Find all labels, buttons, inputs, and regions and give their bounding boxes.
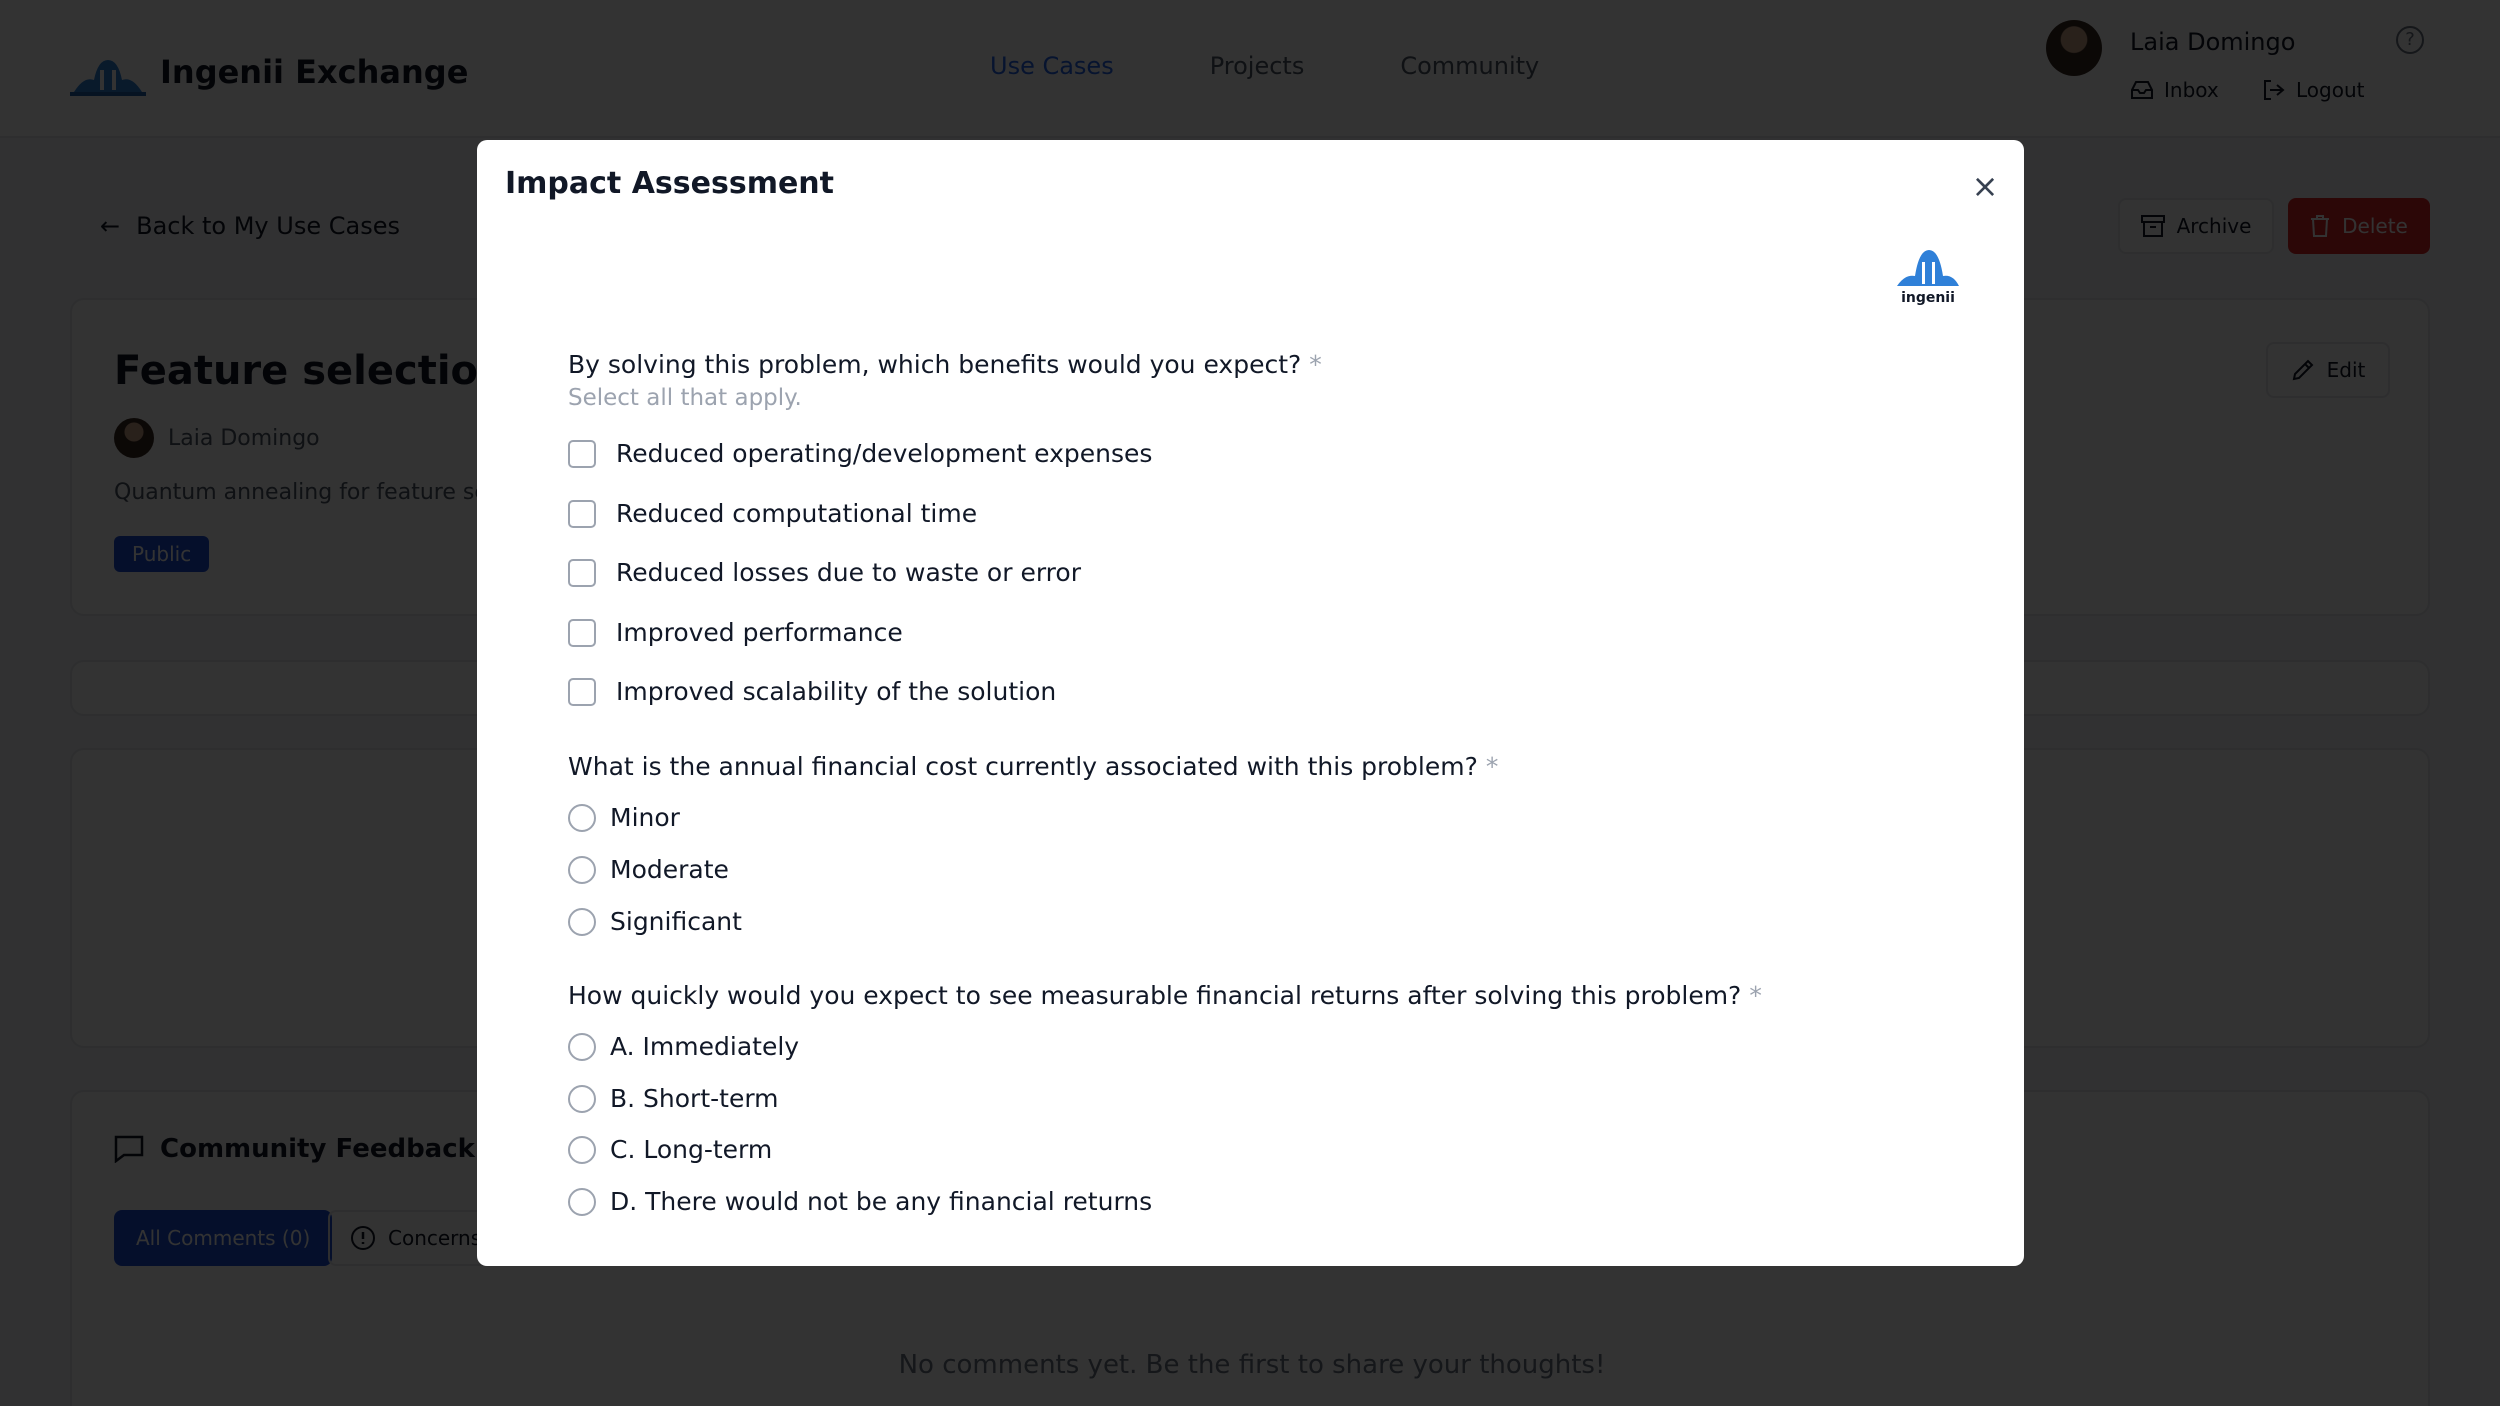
- radio-button[interactable]: [568, 908, 596, 936]
- checkbox-option[interactable]: [568, 439, 1152, 468]
- ingenii-logo-icon: [1893, 246, 1963, 306]
- radio-label: C. Long-term: [610, 1135, 773, 1164]
- modal-title: Impact Assessment: [505, 166, 835, 201]
- radio-label: A. Immediately: [610, 1032, 800, 1061]
- checkbox-option[interactable]: [568, 558, 1081, 587]
- radio-option[interactable]: [568, 1084, 779, 1113]
- radio-button[interactable]: [568, 856, 596, 884]
- radio-label: Minor: [610, 803, 680, 832]
- checkbox[interactable]: [568, 440, 596, 468]
- checkbox[interactable]: [568, 619, 596, 647]
- radio-label: Moderate: [610, 855, 729, 884]
- checkbox-option[interactable]: [568, 499, 977, 528]
- checkbox-label: Reduced losses due to waste or error: [616, 558, 1081, 587]
- radio-label: Significant: [610, 907, 742, 936]
- radio-button[interactable]: [568, 1188, 596, 1216]
- question-benefits-hint: Select all that apply.: [568, 385, 802, 411]
- radio-option[interactable]: [568, 1032, 799, 1061]
- checkbox[interactable]: [568, 500, 596, 528]
- radio-option[interactable]: [568, 907, 742, 936]
- impact-assessment-modal: [477, 140, 2024, 1266]
- checkbox[interactable]: [568, 559, 596, 587]
- radio-button[interactable]: [568, 1085, 596, 1113]
- checkbox-label: Improved performance: [616, 618, 903, 647]
- required-marker: *: [1309, 350, 1322, 379]
- radio-label: D. There would not be any financial returns: [610, 1187, 1153, 1216]
- required-marker: *: [1749, 981, 1762, 1010]
- radio-button[interactable]: [568, 804, 596, 832]
- question-annual-cost: [568, 752, 1498, 781]
- checkbox-label: Reduced operating/development expenses: [616, 439, 1153, 468]
- question-annual-cost-text: What is the annual financial cost currently associated with this problem?: [568, 752, 1478, 781]
- close-icon[interactable]: ×: [1971, 167, 1999, 205]
- radio-button[interactable]: [568, 1136, 596, 1164]
- checkbox[interactable]: [568, 678, 596, 706]
- checkbox-label: Reduced computational time: [616, 499, 978, 528]
- radio-option[interactable]: [568, 1187, 1152, 1216]
- required-marker: *: [1485, 752, 1499, 781]
- checkbox-option[interactable]: [568, 677, 1056, 706]
- question-financial-returns: [568, 981, 1762, 1010]
- radio-option[interactable]: [568, 855, 729, 884]
- logo-text: ingenii: [1901, 290, 1955, 306]
- radio-option[interactable]: [568, 803, 680, 832]
- radio-label: B. Short-term: [610, 1084, 779, 1113]
- checkbox-label: Improved scalability of the solution: [616, 677, 1057, 706]
- radio-option[interactable]: [568, 1135, 772, 1164]
- question-benefits-text: By solving this problem, which benefits would you expect?: [568, 350, 1302, 379]
- question-benefits: [568, 350, 1322, 379]
- checkbox-option[interactable]: [568, 618, 903, 647]
- radio-button[interactable]: [568, 1033, 596, 1061]
- question-financial-returns-text: How quickly would you expect to see measurable financial returns after solving this problem?: [568, 981, 1742, 1010]
